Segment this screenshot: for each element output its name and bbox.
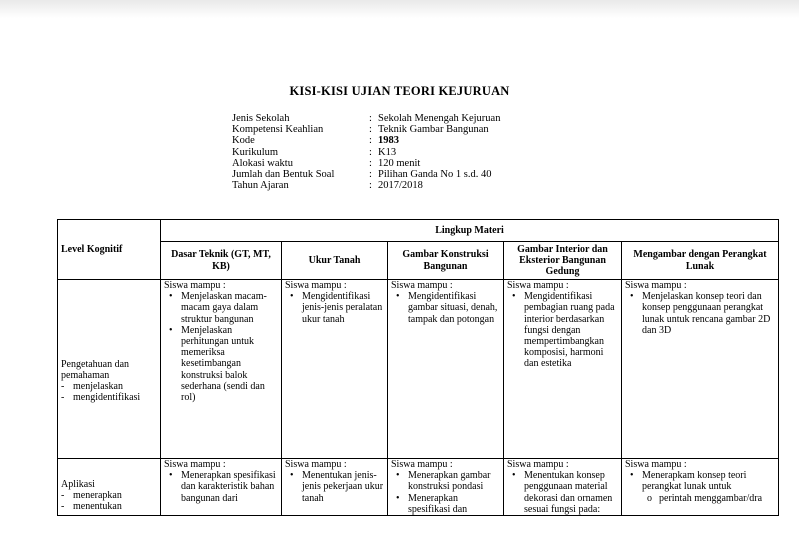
list-item: o perintah menggambar/dra [659,493,775,504]
cell-lead: Siswa mampu : [391,280,453,291]
list-item: • Menjelaskan macam-macam gaya dalam struktur bangunan [181,291,278,325]
list-item: • Menentukan jenis-jenis pekerjaan ukur tanah [302,470,384,504]
scope-header: Lingkup Materi [161,220,779,242]
cell-list [507,470,618,515]
level-cell [58,280,161,459]
info-value: 1983 [378,135,399,147]
cell-lead: Siswa mampu : [391,459,453,470]
list-item: - menentukan [73,501,157,512]
info-row-school: Jenis Sekolah : Sekolah Menengah Kejuruan [232,113,501,124]
info-row-time: Alokasi waktu : 120 menit [232,157,421,169]
cell-lead: Siswa mampu : [625,459,687,470]
list-item: • Menerapkan spesifikasi dan [408,493,500,515]
info-label: Kompetensi Keahlian [232,124,324,136]
info-label: Jenis Sekolah [232,113,290,124]
info-row-questions: Jumlah dan Bentuk Soal : Pilihan Ganda No 1 s.d. 40 [232,169,492,181]
cell-lead: Siswa mampu : [507,280,569,291]
info-label: Kurikulum [232,146,279,158]
column-header: Mengambar dengan Perangkat Lunak [622,242,779,280]
page-top-shade [0,0,799,18]
list-item: - mengidentifikasi [73,392,157,403]
info-value: Pilihan Ganda No 1 s.d. 40 [378,169,492,181]
cell-list [391,470,500,515]
info-value: K13 [378,146,397,158]
info-label: Alokasi waktu [232,157,293,169]
table-cell [622,280,779,459]
cell-list [391,291,500,325]
list-item [642,470,775,504]
table-cell [388,280,504,459]
table-cell [504,280,622,459]
list-item: • Menjelaskan konsep teori dan konsep penggunaan perangkat lunak untuk rencana gambar 2D dan 3D [642,291,775,336]
cell-sublist [642,493,775,504]
table-row [58,459,779,516]
info-row-curriculum: Kurikulum : K13 [232,146,397,158]
table-row [58,280,779,459]
level-sublist [61,490,157,512]
info-value: Sekolah Menengah Kejuruan [378,113,501,124]
cell-lead: Siswa mampu : [507,459,569,470]
table-cell [282,280,388,459]
level-cell [58,459,161,516]
cell-list [164,470,278,504]
cell-list [164,291,278,403]
info-label: Tahun Ajaran [232,180,289,192]
cell-list [285,291,384,325]
list-item: - menjelaskan [73,381,157,392]
info-label: Jumlah dan Bentuk Soal [232,169,335,181]
level-label: Pengetahuan dan pemahaman [61,358,130,381]
info-row-year: Tahun Ajaran : 2017/2018 [232,180,423,192]
list-item: - menerapkan [73,490,157,501]
column-header: Gambar Interior dan Eksterior Bangunan Gedung [504,242,622,280]
table-cell [388,459,504,516]
list-item: • Menentukan konsep penggunaan material dekorasi dan ornamen sesuai fungsi pada: [524,470,618,515]
cell-list [507,291,618,369]
cell-list [625,470,775,504]
list-item: • Mengidentifikasi pembagian ruang pada interior berdasarkan fungsi dengan mempertimbangkan komposisi, harmoni dan estetika [524,291,618,369]
cell-lead: Siswa mampu : [625,280,687,291]
column-header: Gambar Konstruksi Bangunan [388,242,504,280]
table-cell [622,459,779,516]
table-cell [161,459,282,516]
cell-list [285,470,384,504]
info-value: Teknik Gambar Bangunan [378,124,489,136]
document-title: KISI-KISI UJIAN TEORI KEJURUAN [289,84,510,98]
list-item: • Mengidentifikasi gambar situasi, denah, tampak dan potongan [408,291,500,325]
column-header: Ukur Tanah [282,242,388,280]
list-item: • Menerapkan gambar konstruksi pondasi [408,470,500,492]
cell-lead: Siswa mampu : [164,459,226,470]
level-header: Level Kognitif [58,220,161,280]
info-row-code: Kode : 1983 [232,135,399,147]
info-value: 120 menit [378,157,421,169]
level-label: Aplikasi [61,479,95,490]
cell-lead: Siswa mampu : [164,280,226,291]
info-value: 2017/2018 [378,180,423,192]
list-item-text: Menerapkam konsep teori perangkat lunak untuk [642,470,747,493]
info-row-competence: Kompetensi Keahlian : Teknik Gambar Bangunan [232,124,489,136]
table-cell [504,459,622,516]
column-header: Dasar Teknik (GT, MT, KB) [161,242,282,280]
table-header-row [58,220,779,242]
list-item: • Menerapkan spesifikasi dan karakteristik bahan bangunan dari [181,470,278,504]
exam-info [232,113,500,191]
info-label: Kode [232,135,255,147]
exam-grid-table [57,219,779,516]
cell-lead: Siswa mampu : [285,459,347,470]
level-sublist [61,381,157,403]
table-cell [282,459,388,516]
list-item: • Mengidentifikasi jenis-jenis peralatan ukur tanah [302,291,384,325]
table-subheader-row [58,242,779,280]
list-item: • Menjelaskan perhitungan untuk memeriksa kesetimbangan konstruksi balok sederhana (sendi dan rol) [181,325,278,403]
table-cell [161,280,282,459]
cell-list [625,291,775,336]
cell-lead: Siswa mampu : [285,280,347,291]
